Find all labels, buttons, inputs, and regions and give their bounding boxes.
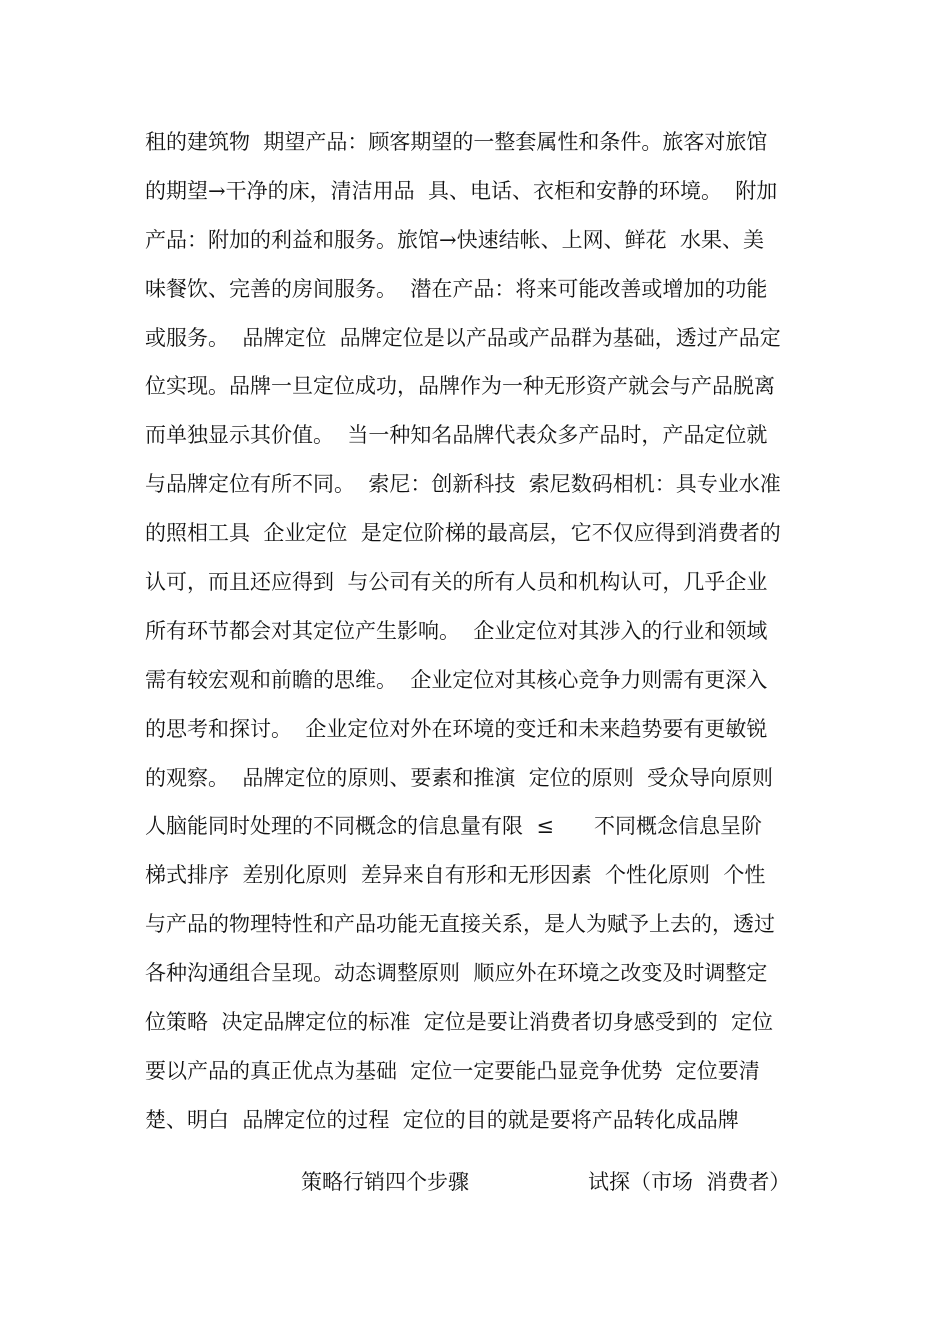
body-text — [145, 118, 810, 1145]
text-line: 需有较宏观和前瞻的思维。 企业定位对其核心竞争力则需有更深入 — [145, 667, 768, 692]
text-line: 人脑能同时处理的不同概念的信息量有限 ≤ 不同概念信息呈阶 — [145, 814, 762, 839]
text-line: 而单独显示其价值。 当一种知名品牌代表众多产品时，产品定位就 — [145, 423, 768, 448]
text-line: 与品牌定位有所不同。 索尼：创新科技 索尼数码相机：具专业水准 — [145, 472, 781, 497]
text-line: 的观察。 品牌定位的原则、要素和推演 定位的原则 受众导向原则 — [145, 765, 774, 790]
text-line: 租的建筑物 期望产品：顾客期望的一整套属性和条件。旅客对旅馆 — [145, 130, 768, 154]
step-item: 试探（市场 消费者） — [588, 1170, 791, 1194]
text-line: 各种沟通组合呈现。动态调整原则 顺应外在环境之改变及时调整定 — [145, 961, 768, 986]
text-line: 的照相工具 企业定位 是定位阶梯的最高层，它不仅应得到消费者的 — [145, 521, 781, 546]
text-line: 或服务。 品牌定位 品牌定位是以产品或产品群为基础，透过产品定 — [145, 325, 781, 350]
text-line: 认可，而且还应得到 与公司有关的所有人员和机构认可，几乎企业 — [145, 570, 768, 595]
text-line: 楚、明白 品牌定位的过程 定位的目的就是要将产品转化成品牌 — [145, 1107, 739, 1132]
text-line: 位实现。品牌一旦定位成功，品牌作为一种无形资产就会与产品脱离 — [145, 374, 775, 399]
text-line: 所有环节都会对其定位产生影响。 企业定位对其涉入的行业和领域 — [145, 618, 768, 643]
text-line: 与产品的物理特性和产品功能无直接关系，是人为赋予上去的，透过 — [145, 912, 775, 937]
text-line: 的期望→干净的床，清洁用品 具、电话、衣柜和安静的环境。 附加 — [145, 178, 778, 203]
text-line: 味餐饮、完善的房间服务。 潜在产品：将来可能改善或增加的功能 — [145, 276, 768, 301]
text-line: 梯式排序 差别化原则 差异来自有形和无形因素 个性化原则 个性 — [145, 863, 766, 888]
text-line: 产品：附加的利益和服务。旅馆→快速结帐、上网、鲜花 水果、美 — [145, 227, 764, 252]
text-line: 要以产品的真正优点为基础 定位一定要能凸显竞争优势 定位要清 — [145, 1058, 760, 1083]
text-line: 的思考和探讨。 企业定位对外在环境的变迁和未来趋势要有更敏锐 — [145, 716, 768, 741]
text-line: 位策略 决定品牌定位的标准 定位是要让消费者切身感受到的 定位 — [145, 1010, 774, 1035]
step-heading: 策略行销四个步骤 — [301, 1170, 469, 1194]
